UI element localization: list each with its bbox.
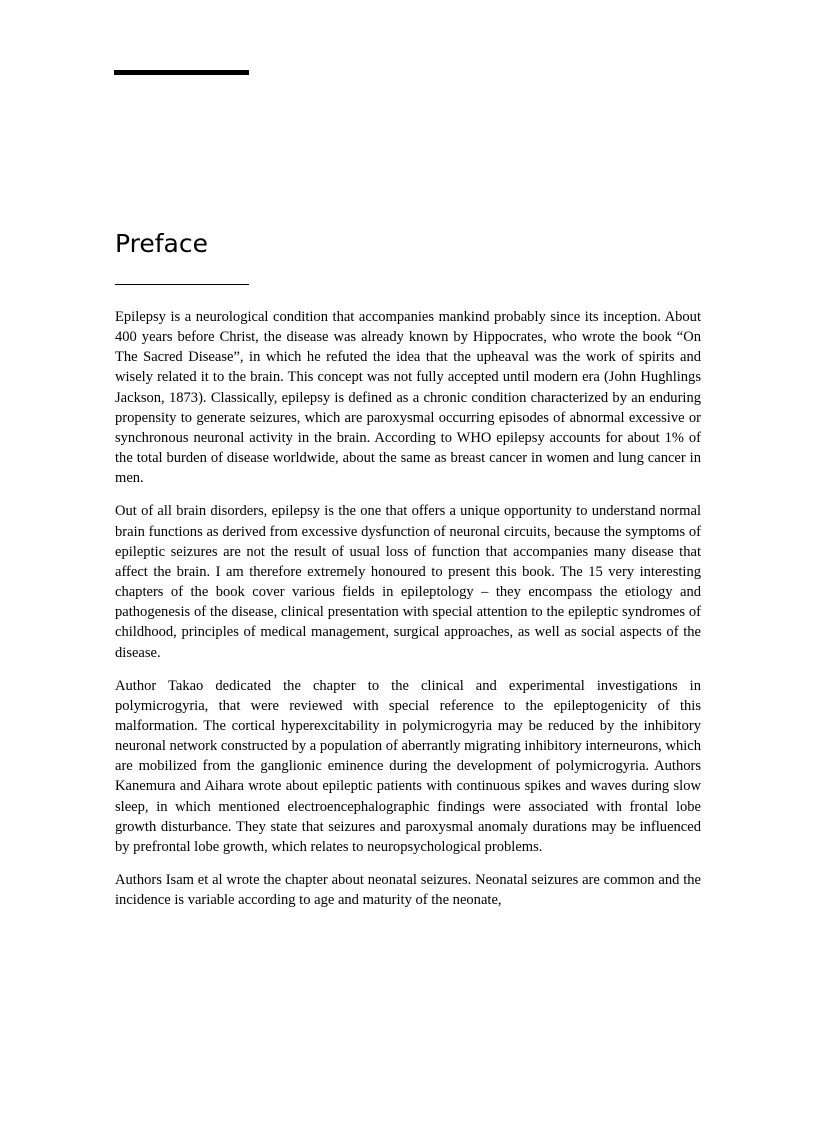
- paragraph: Author Takao dedicated the chapter to the clinical and experimental investigations in polymicrogyria, that were reviewed with special reference to the epileptogenicity of this malformation. The cortical hyperexcitability in polymicrogyria may be reduced by the inhibitory neuronal network constructed by a population of aberrantly migrating inhibitory interneurons, which are mobilized from the ganglionic eminence during the development of polymicrogyria. Authors Kanemura and Aihara wrote about epileptic patients with continuous spikes and waves during slow sleep, in which mentioned electroencephalographic findings were associated with frontal lobe growth disturbance. They state that seizures and paroxysmal anomaly durations may be influenced by prefrontal lobe growth, which relates to neuropsychological problems.: [115, 677, 701, 855]
- page-title: Preface: [115, 229, 208, 258]
- decorative-top-bar: [114, 70, 249, 75]
- body-text: [115, 307, 701, 923]
- title-underline: [115, 284, 249, 285]
- paragraph: Out of all brain disorders, epilepsy is the one that offers a unique opportunity to understand normal brain functions as derived from excessive dysfunction of neuronal circuits, because the symptoms of epileptic seizures are not the result of usual loss of function that accompanies many disease that affect the brain. I am therefore extremely honoured to present this book. The 15 very interesting chapters of the book cover various fields in epileptology – they encompass the etiology and pathogenesis of the disease, clinical presentation with special attention to the epileptic syndromes of childhood, principles of medical management, surgical approaches, as well as social aspects of the disease.: [115, 503, 701, 661]
- paragraph: Authors Isam et al wrote the chapter about neonatal seizures. Neonatal seizures are common and the incidence is variable according to age and maturity of the neonate,: [115, 872, 701, 909]
- paragraph: Epilepsy is a neurological condition that accompanies mankind probably since its inception. About 400 years before Christ, the disease was already known by Hippocrates, who wrote the book “On The Sacred Disease”, in which he refuted the idea that the upheaval was the work of spirits and wisely related it to the brain. This concept was not fully accepted until modern era (John Hughlings Jackson, 1873). Classically, epilepsy is defined as a chronic condition characterized by an enduring propensity to generate seizures, which are paroxysmal occurring episodes of abnormal excessive or synchronous neuronal activity in the brain. According to WHO epilepsy accounts for about 1% of the total burden of disease worldwide, about the same as breast cancer in women and lung cancer in men.: [115, 309, 701, 487]
